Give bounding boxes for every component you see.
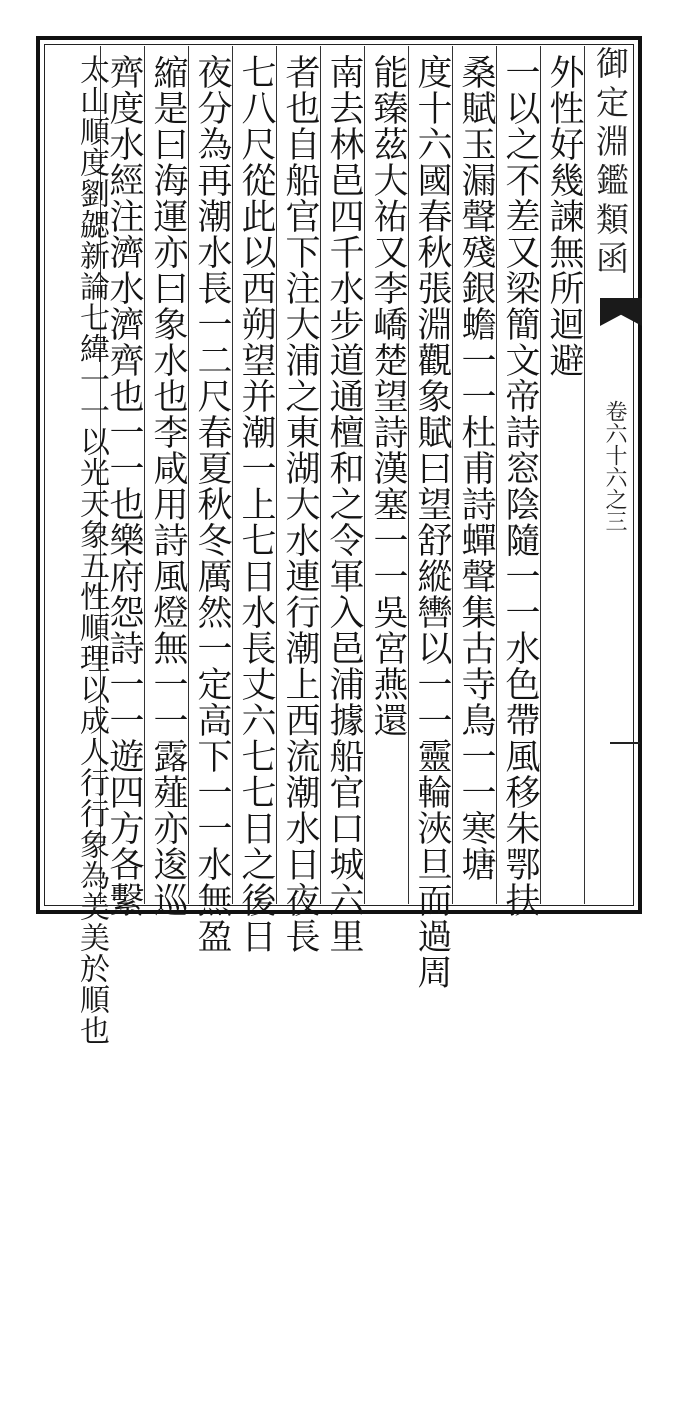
text-column: 縮是曰海運亦曰象水也李咸用詩風燈無一一露薤亦逡巡 [148,54,188,918]
text-column: 度十六國春秋張淵觀象賦曰望舒縱轡以一一靈輪浹旦而過周 [412,54,452,990]
text-column: 一以之不差又梁簡文帝詩窓陰隨一一水色帶風移朱鄂扶 [500,54,540,918]
text-column: 七八尺從此以西朔望并潮一上七日水長丈六七七日之後日 [236,54,276,954]
margin-rule [610,742,640,744]
text-column: 南去林邑四千水步道通檀和之令軍入邑浦據船官口城六里 [324,54,364,954]
text-column: 能臻茲大祐又李嶠楚望詩漢塞一一吳宮燕還 [368,54,408,738]
text-column: 外性好幾諫無所迴避 [544,54,584,378]
text-column: 桑賦玉漏聲殘銀蟾一一杜甫詩蟬聲集古寺鳥一一寒塘 [456,54,496,882]
text-column: 者也自船官下注大浦之東湖大水連行潮上西流潮水日夜長 [280,54,320,954]
text-column: 錄古度齊民要術熙安縣有狐樹 [36,560,37,586]
margin-juan-label: 卷六十六之三 [602,400,627,532]
text-column: 齊度水經注濟水濟齊也一一也樂府怨詩一一遊四方各繫 [104,54,144,918]
margin-book-title: 御定淵鑑類函 [591,46,630,280]
text-column: 太山順度劉勰新論七緯一一以光天象五性順理以成人行行象為美美於順也 [74,54,109,1046]
text-column: 夜分為再潮水長一二尺春夏秋冬厲然一定高下一一水無盈 [192,54,232,954]
